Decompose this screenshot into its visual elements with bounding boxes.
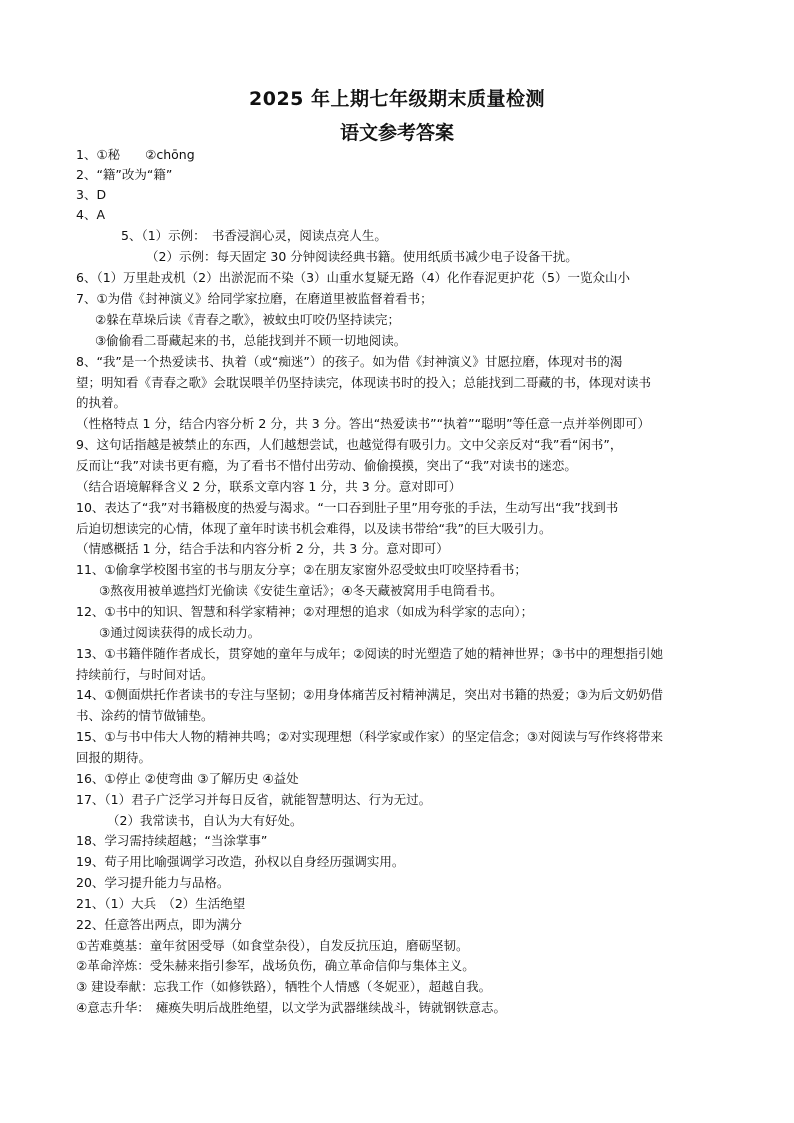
answer-line: 望；明知看《青春之歌》会耽误喂羊仍坚持读完，体现读书时的投入；总能找到二哥藏的书，体现对读书 bbox=[76, 375, 652, 390]
answer-line: 14、①侧面烘托作者读书的专注与坚韧；②用身体痛苦反衬精神满足，突出对书籍的热爱；③为后文奶奶借 bbox=[76, 687, 664, 702]
answer-line: ③通过阅读获得的成长动力。 bbox=[99, 625, 261, 640]
answer-line: 2、“籍”改为“籍” bbox=[76, 167, 173, 182]
answer-line: 9、这句话指越是被禁止的东西，人们越想尝试，也越觉得有吸引力。文中父亲反对“我”看“闲书”， bbox=[76, 437, 623, 452]
answer-line: 18、学习需持续超越；“当涂掌事” bbox=[76, 833, 268, 848]
answer-line: 持续前行，与时间对话。 bbox=[76, 667, 214, 682]
answer-line: 3、D bbox=[76, 187, 107, 202]
answer-line: 书、涂药的情节做铺垫。 bbox=[76, 708, 214, 723]
answer-line: 20、学习提升能力与品格。 bbox=[76, 875, 230, 890]
answer-line: 22、任意答出两点，即为满分 bbox=[76, 917, 242, 932]
answer-line: （性格特点 1 分，结合内容分析 2 分，共 3 分。答出“热爱读书”“执着”“聪明”等任意一点并举例即可） bbox=[76, 416, 651, 431]
answer-line: 12、①书中的知识、智慧和科学家精神；②对理想的追求（如成为科学家的志向）； bbox=[76, 604, 534, 619]
answer-line: 后迫切想读完的心情，体现了童年时读书机会难得，以及读书带给“我”的巨大吸引力。 bbox=[76, 521, 552, 536]
answer-line: 的执着。 bbox=[76, 395, 127, 410]
answer-line: ④意志升华： 瘫痪失明后战胜绝望，以文学为武器继续战斗，铸就钢铁意志。 bbox=[76, 1000, 506, 1015]
answer-line: 10、表达了“我”对书籍极度的热爱与渴求。“一口吞到肚子里”用夸张的手法，生动写出“我”找到书 bbox=[76, 500, 619, 515]
answer-line: 6、（1）万里赴戎机（2）出淤泥而不染（3）山重水复疑无路（4）化作春泥更护花（5）一览众山小 bbox=[76, 270, 630, 285]
answer-line: 8、“我”是一个热爱读书、执着（或“痴迷”）的孩子。如为借《封神演义》甘愿拉磨，体现对书的渴 bbox=[76, 354, 623, 369]
page-title: 2025 年上期七年级期末质量检测 bbox=[249, 88, 545, 110]
answer-line: ③熬夜用被单遮挡灯光偷读《安徒生童话》；④冬天藏被窝用手电筒看书。 bbox=[99, 583, 503, 598]
answer-line: 17、（1）君子广泛学习并每日反省，就能智慧明达、行为无过。 bbox=[76, 792, 432, 807]
answer-line: 回报的期待。 bbox=[76, 750, 152, 765]
answer-line: 11、①偷拿学校图书室的书与朋友分享；②在朋友家窗外忍受蚊虫叮咬坚持看书； bbox=[76, 562, 527, 577]
answer-line: ②革命淬炼：受朱赫来指引参军，战场负伤，确立革命信仰与集体主义。 bbox=[76, 958, 475, 973]
answer-line: 7、①为借《封神演义》给同学家拉磨，在磨道里被监督着看书； bbox=[76, 291, 433, 306]
page-subtitle: 语文参考答案 bbox=[339, 122, 454, 144]
answer-line: 5、（1）示例： 书香浸润心灵，阅读点亮人生。 bbox=[121, 228, 387, 243]
answer-line: （情感概括 1 分，结合手法和内容分析 2 分，共 3 分。意对即可） bbox=[76, 541, 449, 556]
answer-line: 16、①停止 ②使弯曲 ③了解历史 ④益处 bbox=[76, 771, 299, 786]
answer-line: 13、①书籍伴随作者成长，贯穿她的童年与成年；②阅读的时光塑造了她的精神世界；③书中的理想指引她 bbox=[76, 646, 664, 661]
answer-line: 4、A bbox=[76, 207, 106, 222]
answer-line: ②躲在草垛后读《青春之歌》，被蚊虫叮咬仍坚持读完； bbox=[95, 312, 400, 327]
answer-line: 反而让“我”对读书更有瘾，为了看书不惜付出劳动、偷偷摸摸，突出了“我”对读书的迷恋。 bbox=[76, 458, 577, 473]
answer-line: （结合语境解释含义 2 分，联系文章内容 1 分，共 3 分。意对即可） bbox=[76, 479, 462, 494]
answer-line: ③偷偷看二哥藏起来的书，总能找到并不顾一切地阅读。 bbox=[95, 333, 407, 348]
answer-line: 19、荀子用比喻强调学习改造，孙权以自身经历强调实用。 bbox=[76, 854, 405, 869]
answer-line: （2）我常读书，自认为大有好处。 bbox=[107, 813, 303, 828]
answer-line: 1、①秘 ②chōng bbox=[76, 147, 195, 162]
answer-line: ③ 建设奉献：忘我工作（如修铁路），牺牲个人情感（冬妮亚），超越自我。 bbox=[76, 979, 492, 994]
answer-line: （2）示例：每天固定 30 分钟阅读经典书籍。使用纸质书减少电子设备干扰。 bbox=[146, 249, 578, 264]
answer-line: 15、①与书中伟大人物的精神共鸣；②对实现理想（科学家或作家）的坚定信念；③对阅读与写作终将带来 bbox=[76, 729, 664, 744]
answer-line: ①苦难奠基：童年贫困受辱（如食堂杂役），自发反抗压迫，磨砺坚韧。 bbox=[76, 938, 469, 953]
answer-line: 21、（1）大兵 （2）生活绝望 bbox=[76, 896, 246, 911]
